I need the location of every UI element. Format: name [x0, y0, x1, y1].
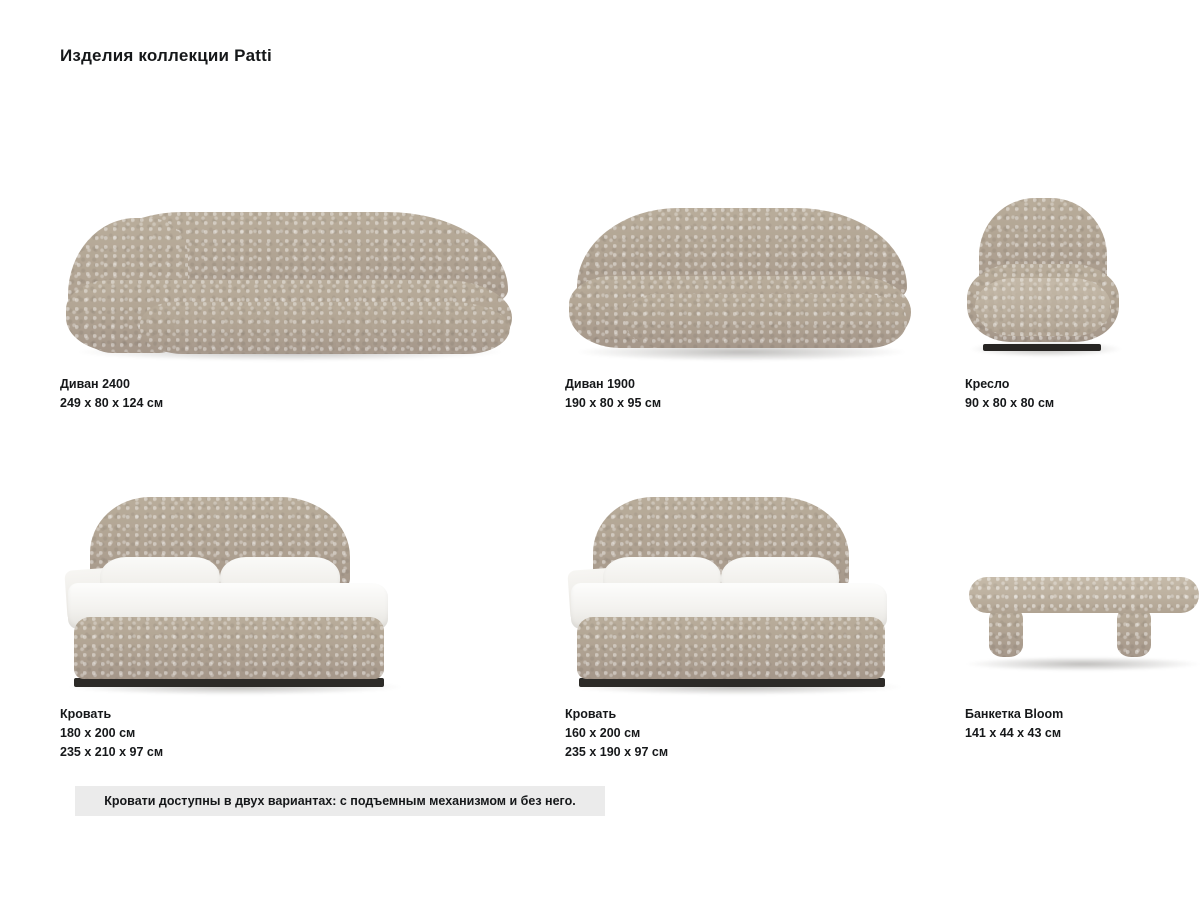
bed-180-caption [60, 705, 565, 762]
product-row-beds [60, 480, 1150, 762]
product-dimensions: 190 x 80 x 95 см [565, 396, 662, 410]
product-card-bed-160 [565, 480, 965, 762]
product-card-sofa-2400 [60, 170, 565, 413]
bed-160-caption [565, 705, 965, 762]
product-name: Кровать [565, 707, 617, 721]
armchair-illustration [965, 170, 1150, 365]
bed-icon [565, 485, 910, 695]
product-name: Диван 1900 [565, 377, 635, 391]
bed-180-illustration [60, 480, 565, 695]
bed-icon [60, 485, 410, 695]
product-card-bed-180 [60, 480, 565, 762]
product-name: Банкетка Bloom [965, 707, 1064, 721]
bench-icon [965, 485, 1200, 695]
product-row-sofas [60, 170, 1150, 413]
armchair-caption [965, 375, 1150, 413]
bed-160-illustration [565, 480, 965, 695]
sofa-1900-caption [565, 375, 965, 413]
page-title: Изделия коллекции Patti [60, 46, 272, 65]
sofa-2400-caption [60, 375, 565, 413]
product-dimensions-overall: 235 x 210 x 97 см [60, 745, 164, 759]
product-name: Диван 2400 [60, 377, 130, 391]
product-card-armchair [965, 170, 1150, 413]
footer-note-text: Кровати доступны в двух вариантах: с подъемным механизмом и без него. [104, 794, 576, 808]
product-dimensions: 141 x 44 x 43 см [965, 726, 1062, 740]
product-dimensions: 90 x 80 x 80 см [965, 396, 1055, 410]
bench-illustration [965, 480, 1150, 695]
product-dimensions-overall: 235 x 190 x 97 см [565, 745, 669, 759]
product-dimensions: 249 x 80 x 124 см [60, 396, 164, 410]
product-name: Кресло [965, 377, 1010, 391]
product-name: Кровать [60, 707, 112, 721]
product-card-bench-bloom [965, 480, 1150, 762]
sofa-1900-illustration [565, 170, 965, 365]
bench-caption [965, 705, 1150, 743]
sofa-2400-illustration [60, 170, 565, 365]
product-dimensions: 160 x 200 см [565, 726, 641, 740]
sofa-icon [60, 190, 520, 365]
product-card-sofa-1900 [565, 170, 965, 413]
product-dimensions: 180 x 200 см [60, 726, 136, 740]
armchair-icon [965, 190, 1130, 365]
sofa-icon [565, 190, 920, 365]
footer-note [75, 786, 605, 816]
